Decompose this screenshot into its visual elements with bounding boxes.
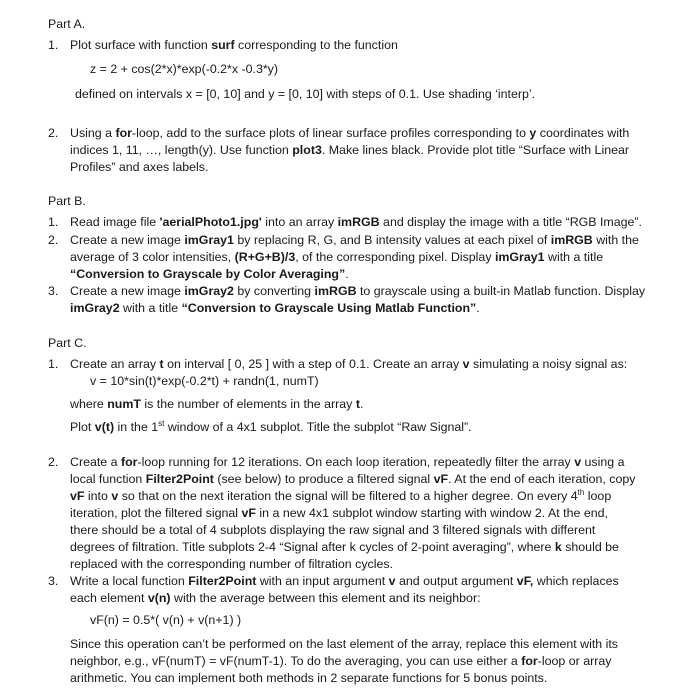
part-b-item2-line3 <box>70 266 349 283</box>
part-c-plot-text <box>70 419 472 436</box>
text-bold: Filter2Point <box>145 472 214 486</box>
text: average of 3 color intensities, <box>70 250 235 264</box>
text: Write a local function <box>70 574 189 588</box>
text: simulating a noisy signal as: <box>469 357 628 371</box>
text: into <box>84 489 112 503</box>
text: in a new 4x1 subplot window starting with window 2. At the end, <box>255 506 608 520</box>
text-bold: imRGB <box>314 284 357 298</box>
text-bold: v <box>462 357 470 371</box>
text-bold: vF <box>433 472 449 486</box>
text-bold: imGray1 <box>184 233 234 247</box>
part-a-item2-line2 <box>70 142 629 159</box>
text: -loop, add to the surface plots of linear surface profiles corresponding to <box>132 126 530 140</box>
text-bold: t <box>355 397 360 411</box>
text: by converting <box>233 284 315 298</box>
part-c-heading: Part C. <box>48 336 87 350</box>
text: Create an array <box>70 357 160 371</box>
text: and output argument <box>395 574 517 588</box>
part-b-item2-number: 2. <box>48 233 59 247</box>
text: . <box>476 301 480 315</box>
part-c-item2-line1 <box>70 454 625 471</box>
text-bold: surf <box>211 38 235 52</box>
text-bold: v <box>574 455 582 469</box>
part-c-item2-line3 <box>70 488 611 505</box>
part-c-item3-line2 <box>70 590 481 607</box>
part-c-item1-number: 1. <box>48 357 59 371</box>
text: where <box>70 397 108 411</box>
text-bold: for <box>120 455 138 469</box>
text: Plot <box>70 420 95 434</box>
part-a-item2-line3: Profiles” and axes labels. <box>70 160 209 174</box>
text: Plot surface with function <box>70 38 212 52</box>
text-bold: for <box>115 126 132 140</box>
text-bold: for <box>521 654 538 668</box>
part-c-filter-formula: vF(n) = 0.5*( v(n) + v(n+1) ) <box>90 613 242 627</box>
text: . <box>359 397 364 411</box>
text: with a title <box>544 250 604 264</box>
text: coordinates with <box>536 126 630 140</box>
part-a-item1-text <box>70 37 398 54</box>
text: so that on the next iteration the signal will be filtered to a higher degree. On every 4 <box>118 489 578 503</box>
text-bold: vF <box>241 506 256 520</box>
text: degrees of filtration. Title subplots 2-4 “Signal after k cycles of 2-point averaging”, where <box>70 540 555 554</box>
text: neighbor, e.g., vF(numT) = vF(numT-1). To do the averaging, you can use either a <box>70 654 522 668</box>
text-bold: Filter2Point <box>188 574 257 588</box>
text: is the number of elements in the array <box>140 397 356 411</box>
text: -loop or array <box>537 654 612 668</box>
text-bold: vF, <box>516 574 534 588</box>
text: local function <box>70 472 146 486</box>
text: should be <box>561 540 619 554</box>
part-c-item3-since-line3: arithmetic. You can implement both methods in 2 separate functions for 5 bonus points. <box>70 671 548 685</box>
text: . At the end of each iteration, copy <box>448 472 636 486</box>
part-c-formula: v = 10*sin(t)*exp(-0.2*t) + randn(1, numT) <box>90 374 319 388</box>
text: Create a new image <box>70 284 185 298</box>
part-a-heading: Part A. <box>48 17 86 31</box>
text: Read image file <box>70 215 160 229</box>
text: indices 1, 11, …, length(y). Use function <box>70 143 293 157</box>
superscript: st <box>158 418 165 428</box>
text: and display the image with a title “RGB Image”. <box>379 215 642 229</box>
text-bold: 'aerialPhoto1.jpg' <box>159 215 262 229</box>
superscript: th <box>577 487 585 497</box>
part-a-item2-number: 2. <box>48 126 59 140</box>
text-bold: vF <box>70 489 85 503</box>
text: into an array <box>261 215 338 229</box>
text: . Make lines black. Provide plot title “Surface with Linear <box>321 143 629 157</box>
text: to grayscale using a built-in Matlab function. Display <box>356 284 646 298</box>
part-a-item2-line1 <box>70 125 629 142</box>
part-c-item2-line6 <box>70 539 619 556</box>
part-c-where-text <box>70 396 363 413</box>
part-c-item2-line4 <box>70 505 608 522</box>
text: , of the corresponding pixel. Display <box>295 250 495 264</box>
text-bold: imGray2 <box>184 284 234 298</box>
text-bold: y <box>529 126 537 140</box>
part-c-item3-since-line1: Since this operation can’t be performed on the last element of the array, replace this element with its <box>70 637 619 651</box>
text-bold: plot3 <box>292 143 322 157</box>
text: by replacing R, G, and B intensity values at each pixel of <box>233 233 551 247</box>
text-bold: t <box>159 357 164 371</box>
part-b-heading: Part B. <box>48 194 86 208</box>
part-c-item2-number: 2. <box>48 455 59 469</box>
text-bold: numT <box>107 397 141 411</box>
text: corresponding to the function <box>234 38 398 52</box>
text: each element <box>70 591 148 605</box>
text: using a <box>581 455 625 469</box>
text: iteration, plot the filtered signal <box>70 506 242 520</box>
part-c-item3-number: 3. <box>48 574 59 588</box>
part-a-formula: z = 2 + cos(2*x)*exp(-0.2*x -0.3*y) <box>90 62 279 76</box>
part-b-item2-line2 <box>70 249 603 266</box>
text: with a title <box>119 301 182 315</box>
text-bold: (R+G+B)/3 <box>234 250 296 264</box>
text: with the average between this element and its neighbor: <box>170 591 481 605</box>
text: Create a <box>70 455 121 469</box>
part-a-intervals-text: defined on intervals x = [0, 10] and y = [0, 10] with steps of 0.1. Use shading ‘interp’. <box>75 87 536 101</box>
part-b-item3-number: 3. <box>48 284 59 298</box>
part-c-item2-line2 <box>70 471 635 488</box>
text: on interval [ 0, 25 ] with a step of 0.1. Create an array <box>163 357 463 371</box>
text: with an input argument <box>256 574 389 588</box>
text-bold: v <box>388 574 396 588</box>
text-bold: k <box>554 540 562 554</box>
text-bold: “Conversion to Grayscale by Color Averaging” <box>70 267 346 281</box>
part-b-item1-number: 1. <box>48 215 59 229</box>
text-bold: imRGB <box>337 215 380 229</box>
part-c-item3-since-line2 <box>70 653 611 670</box>
part-c-item2-line5: there should be a total of 4 subplots displaying the raw signal and 3 filtered signals with different <box>70 523 596 537</box>
part-b-item3-line2 <box>70 300 480 317</box>
part-c-item1-line1 <box>70 356 627 373</box>
text-bold: v(t) <box>94 420 115 434</box>
text-bold: v <box>111 489 119 503</box>
text: which replaces <box>533 574 619 588</box>
text: (see below) to produce a filtered signal <box>213 472 434 486</box>
text: window of a 4x1 subplot. Title the subplot “Raw Signal”. <box>164 420 472 434</box>
text: -loop running for 12 iterations. On each loop iteration, repeatedly filter the array <box>137 455 575 469</box>
part-b-item2-line1 <box>70 232 639 249</box>
text: . <box>345 267 349 281</box>
part-b-item1-text <box>70 214 642 231</box>
text-bold: v(n) <box>147 591 171 605</box>
text-bold: imGray1 <box>494 250 545 264</box>
text: with the <box>592 233 639 247</box>
text-bold: imRGB <box>550 233 593 247</box>
part-c-item3-line1 <box>70 573 619 590</box>
text: in the 1 <box>114 420 159 434</box>
text: Create a new image <box>70 233 185 247</box>
text-bold: “Conversion to Grayscale Using Matlab Function” <box>181 301 477 315</box>
text-bold: imGray2 <box>70 301 120 315</box>
part-a-item1-number: 1. <box>48 38 59 52</box>
text: Using a <box>70 126 116 140</box>
part-c-item2-line7: replaced with the corresponding number of filtration cycles. <box>70 557 394 571</box>
part-b-item3-line1 <box>70 283 645 300</box>
text: loop <box>584 489 612 503</box>
